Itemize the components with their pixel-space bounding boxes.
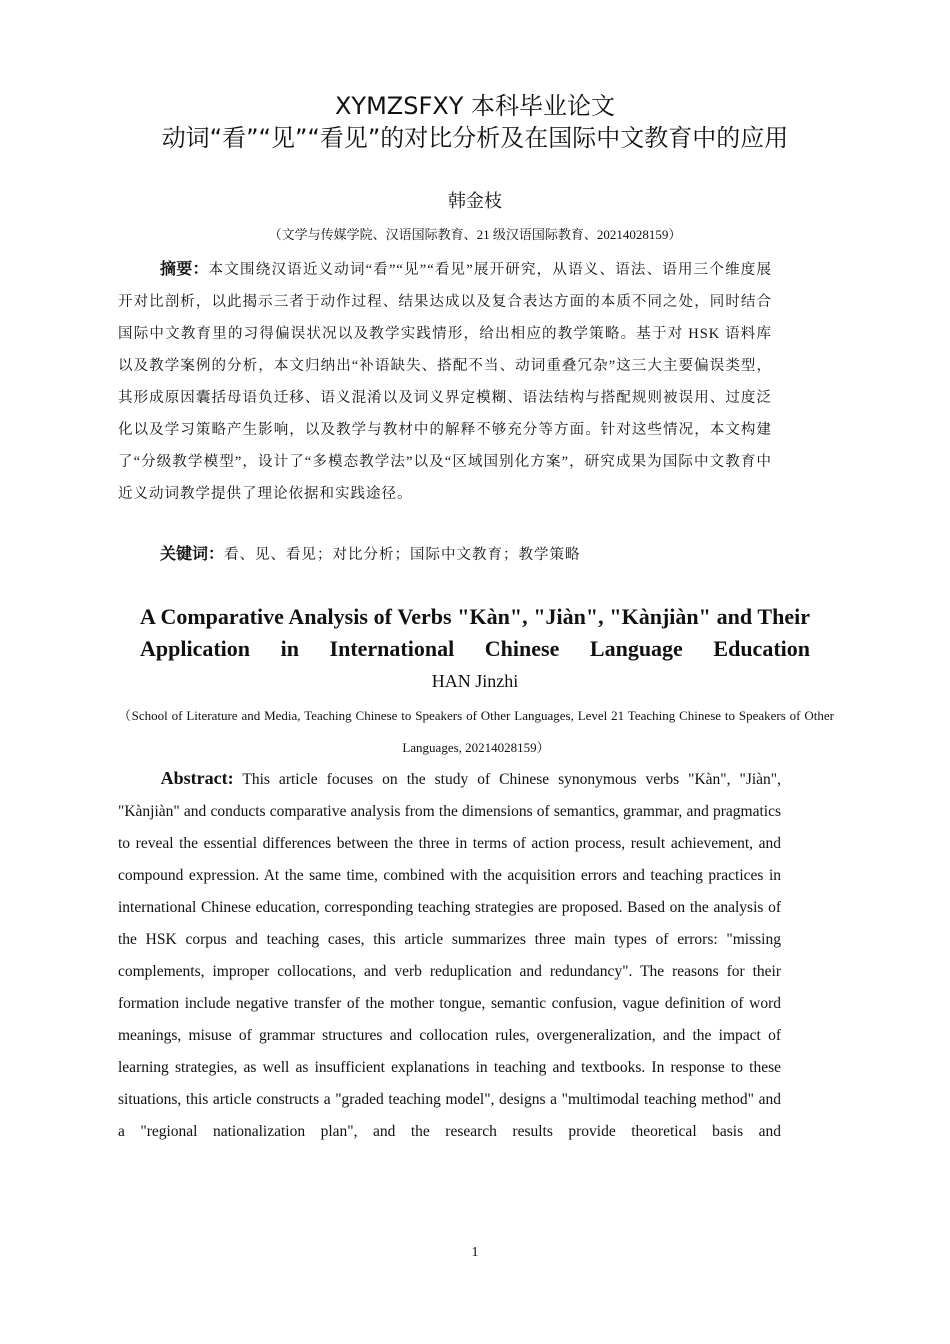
- keywords-cn: [118, 538, 772, 571]
- abstract-cn-text: 本文围绕汉语近义动词“看”“见”“看见”展开研究，从语义、语法、语用三个维度展开对比剖析，以此揭示三者于动作过程、结果达成以及复合表达方面的本质不同之处，同时结合国际中文教育里的习得偏误状况以及教学实践情形，给出相应的教学策略。基于对 HSK 语料库以及教学案例的分析，本文归纳出“补语缺失、搭配不当、动词重叠冗杂”这三大主要偏误类型，其形成原因囊括母语负迁移、语义混淆以及词义界定模糊、语法结构与搭配规则被误用、过度泛化以及学习策略产生影响，以及教学与教材中的解释不够充分等方面。针对这些情况，本文构建了“分级教学模型”，设计了“多模态教学法”以及“区域国别化方案”，研究成果为国际中文教育中近义动词教学提供了理论依据和实践途径。: [118, 262, 772, 502]
- paper-title-cn: 动词“看”“见”“看见”的对比分析及在国际中文教育中的应用: [161, 124, 789, 152]
- keywords-cn-text: 看、见、看见；对比分析；国际中文教育；教学策略: [224, 547, 581, 563]
- thesis-series-title: XYMZSFXY 本科毕业论文: [334, 92, 616, 120]
- paper-title-en: A Comparative Analysis of Verbs "Kàn", "Jiàn", "Kànjiàn" and Their Application in International Chinese Language Education: [140, 604, 810, 661]
- abstract-en-text: This article focuses on the study of Chinese synonymous verbs "Kàn", "Jiàn", "Kànjiàn" and conducts comparative analysis from the dimensions of semantics, grammar, and pragmatics to reveal the essential differences between the three in terms of action process, result achievement, and compound expression. At the same time, combined with the acquisition errors and teaching practices in international Chinese education, corresponding teaching strategies are proposed. Based on the analysis of the HSK corpus and teaching cases, this article summarizes three main types of errors: "missing complements, improper collocations, and verb reduplication and redundancy". The reasons for their formation include negative transfer of the mother tongue, semantic confusion, vague definition of word meanings, misuse of grammar structures and collocation rules, overgeneralization, and the impact of learning strategies, as well as insufficient explanations in teaching and textbooks. In response to these situations, this article constructs a "graded teaching model", designs a "multimodal teaching method" and a "regional nationalization plan", and the research results provide theoretical basis and: [118, 771, 781, 1140]
- affiliation-cn: （文学与传媒学院、汉语国际教育、21 级汉语国际教育、20214028159）: [268, 227, 682, 242]
- abstract-cn-label: 摘要：: [160, 259, 209, 278]
- abstract-en-label: Abstract:: [160, 768, 234, 788]
- keywords-cn-label: 关键词：: [160, 544, 225, 563]
- abstract-en: [118, 762, 781, 1148]
- affiliation-en: （School of Literature and Media, Teaching Chinese to Speakers of Other Languages, Level 21 Teaching Chinese to Speakers of Other Languages, 20214028159）: [118, 708, 834, 755]
- author-cn: 韩金枝: [448, 191, 502, 212]
- abstract-cn: [118, 253, 772, 510]
- page-number: 1: [471, 1245, 479, 1260]
- author-en: HAN Jinzhi: [431, 671, 519, 691]
